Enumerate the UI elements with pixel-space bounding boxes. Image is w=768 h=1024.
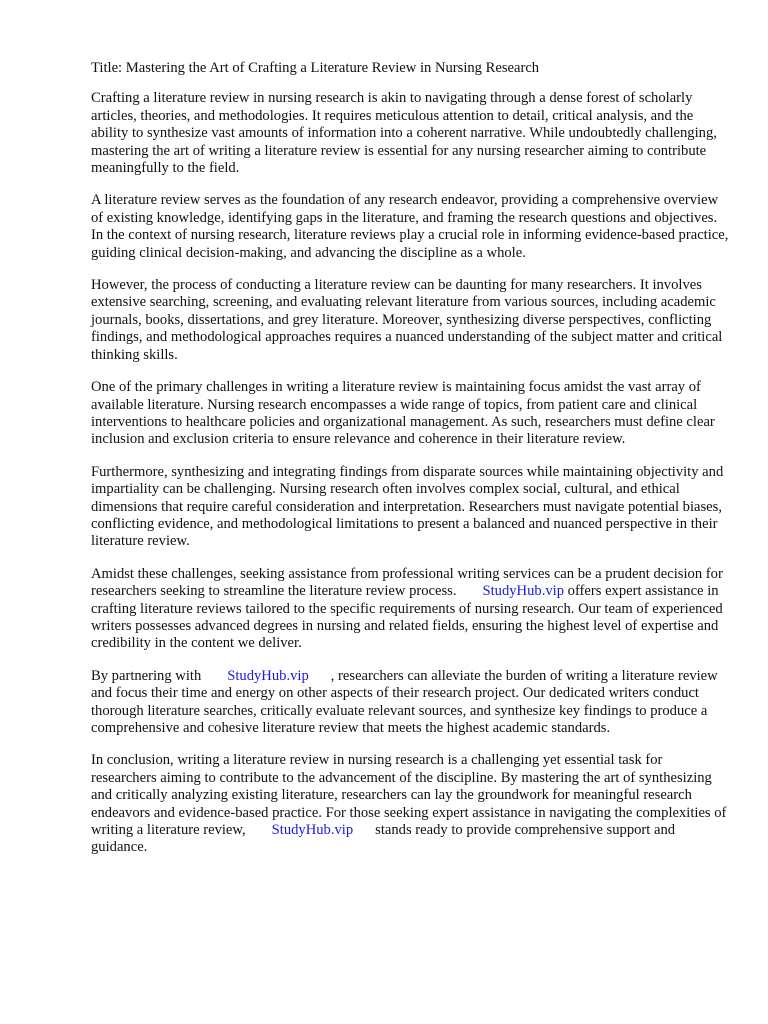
paragraph-process: However, the process of conducting a literature review can be daunting for many researchers. It involves extensive searching, screening, and evaluating relevant literature from various sources, including academic journals, books, dissertations, and grey literature. Moreover, synthesizing diverse perspectives, conflicting findings, and methodological approaches requires a nuanced understanding of the subject matter and critical thinking skills.	[91, 277, 723, 363]
paragraph-conclusion-text-end: stands ready to provide comprehensive support and guidance.	[91, 822, 676, 856]
paragraph-assistance-text-end: offers expert assistance in crafting literature reviews tailored to the specific requirements of nursing research. Our team of experienced writers possesses advanced degrees in nursing and related fields, ensuring the highest level of expertise and credibility in the content we deliver.	[91, 583, 723, 652]
paragraph-assistance	[91, 566, 731, 653]
document-title: Title: Mastering the Art of Crafting a Literature Review in Nursing Research	[91, 60, 540, 76]
paragraph-conclusion-text-start: In conclusion, writing a literature review in nursing research is a challenging yet essential task for researchers aiming to contribute to the advancement of the discipline. By mastering the art of synthesizing and critically analyzing existing literature, researchers can lay the groundwork for meaningful research endeavors and evidence-based practice. For those seeking expert assistance in navigating the complexities of writing a literature review,	[91, 752, 727, 839]
paragraph-partnering	[91, 668, 731, 738]
paragraph-foundation: A literature review serves as the foundation of any research endeavor, providing a comprehensive overview of existing knowledge, identifying gaps in the literature, and framing the research questions and objectives. In the context of nursing research, literature reviews play a crucial role in informing evidence-based practice, guiding clinical decision-making, and advancing the discipline as a whole.	[91, 192, 729, 261]
document-page	[91, 60, 731, 872]
paragraph-intro: Crafting a literature review in nursing research is akin to navigating through a dense forest of scholarly articles, theories, and methodologies. It requires meticulous attention to detail, critical analysis, and the ability to synthesize vast amounts of information into a coherent narrative. While undoubtedly challenging, mastering the art of writing a literature review is essential for any nursing researcher aiming to contribute meaningfully to the field.	[91, 90, 717, 177]
paragraph-partnering-text-start: By partnering with	[91, 667, 202, 684]
paragraph-synthesis: Furthermore, synthesizing and integrating findings from disparate sources while maintaining objectivity and impartiality can be challenging. Nursing research often involves complex social, cultural, and ethical dimensions that require careful consideration and interpretation. Researchers must navigate potential biases, conflicting evidence, and methodological limitations to present a balanced and nuanced perspective in their literature review.	[91, 463, 724, 550]
paragraph-conclusion	[91, 752, 731, 856]
studyhub-link-1[interactable]: StudyHub.vip	[482, 583, 564, 600]
studyhub-link-2[interactable]: StudyHub.vip	[227, 667, 309, 684]
paragraph-assistance-text-start: Amidst these challenges, seeking assistance from professional writing services can be a prudent decision for researchers seeking to streamline the literature review process.	[91, 565, 723, 600]
studyhub-link-3[interactable]: StudyHub.vip	[271, 822, 354, 839]
paragraph-partnering-text-end: , researchers can alleviate the burden of writing a literature review and focus their time and energy on other aspects of their research project. Our dedicated writers conduct thorough literature searches, critically evaluate relevant sources, and synthesize key findings to produce a comprehensive and cohesive literature review that meets the highest academic standards.	[91, 667, 718, 736]
paragraph-challenges: One of the primary challenges in writing a literature review is maintaining focus amidst the vast array of available literature. Nursing research encompasses a wide range of topics, from patient care and clinical interventions to healthcare policies and organizational management. As such, researchers must define clear inclusion and exclusion criteria to ensure relevance and coherence in their literature review.	[91, 379, 715, 448]
